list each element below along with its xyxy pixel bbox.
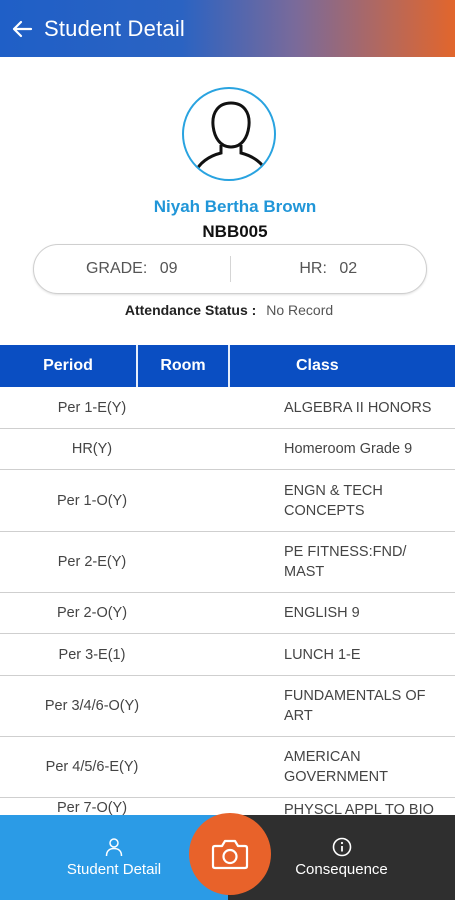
nav-student-detail-label: Student Detail <box>66 861 162 878</box>
cell-class: Homeroom Grade 9 <box>284 441 413 457</box>
attendance-status <box>0 302 455 318</box>
cell-period: Per 1-O(Y) <box>56 492 128 509</box>
schedule-table-body[interactable] <box>0 387 455 815</box>
hr-value: 02 <box>339 260 358 277</box>
table-row <box>0 387 455 429</box>
grade-label: GRADE: <box>85 260 148 277</box>
column-header-room: Room <box>138 345 230 387</box>
cell-period: Per 2-E(Y) <box>57 554 127 570</box>
table-row <box>0 737 455 798</box>
student-id: NBB005 <box>202 222 268 241</box>
cell-class: FUNDAMENTALS OF ART <box>284 688 426 724</box>
table-row <box>0 676 455 737</box>
column-header-class: Class <box>296 357 339 374</box>
cell-class: AMERICAN GOVERNMENT <box>284 749 388 785</box>
cell-period: Per 3/4/6-O(Y) <box>44 698 140 714</box>
grade-value: 09 <box>159 260 178 277</box>
camera-icon <box>211 838 249 870</box>
cell-period: Per 3-E(1) <box>58 646 126 663</box>
schedule-table-header <box>0 345 455 387</box>
cell-period: Per 1-E(Y) <box>57 399 127 416</box>
cell-period: Per 7-O(Y) <box>56 800 128 815</box>
info-circle-icon <box>332 837 352 857</box>
arrow-left-icon <box>11 20 33 38</box>
table-row <box>0 634 455 676</box>
cell-class: ENGLISH 9 <box>284 605 360 621</box>
cell-period: Per 4/5/6-E(Y) <box>45 759 139 775</box>
cell-class: LUNCH 1-E <box>284 646 361 663</box>
cell-class: ENGN & TECH CONCEPTS <box>284 482 383 519</box>
hr-cell <box>231 260 427 278</box>
nav-consequence-label: Consequence <box>295 861 388 878</box>
person-outline-icon <box>104 837 124 857</box>
hr-label: HR: <box>299 260 327 277</box>
column-header-period: Period <box>0 345 138 387</box>
table-row <box>0 593 455 634</box>
camera-button[interactable] <box>189 813 271 895</box>
grade-cell <box>34 260 230 278</box>
student-name: Niyah Bertha Brown <box>153 197 317 216</box>
cell-class: PHYSCL APPL TO BIO <box>284 802 434 815</box>
attendance-label: Attendance Status : <box>124 302 257 318</box>
student-avatar <box>182 87 276 181</box>
grade-hr-box <box>33 244 427 294</box>
cell-period: HR(Y) <box>71 441 113 457</box>
cell-class: ALGEBRA II HONORS <box>284 399 432 416</box>
user-silhouette-icon <box>184 89 276 181</box>
cell-period: Per 2-O(Y) <box>56 605 128 621</box>
back-button[interactable] <box>0 0 44 57</box>
cell-class: PE FITNESS:FND/ MAST <box>284 544 407 580</box>
table-row <box>0 470 455 532</box>
app-header <box>0 0 455 57</box>
table-row <box>0 429 455 470</box>
page-title: Student Detail <box>44 15 185 41</box>
table-row <box>0 532 455 593</box>
attendance-value: No Record <box>266 302 334 318</box>
